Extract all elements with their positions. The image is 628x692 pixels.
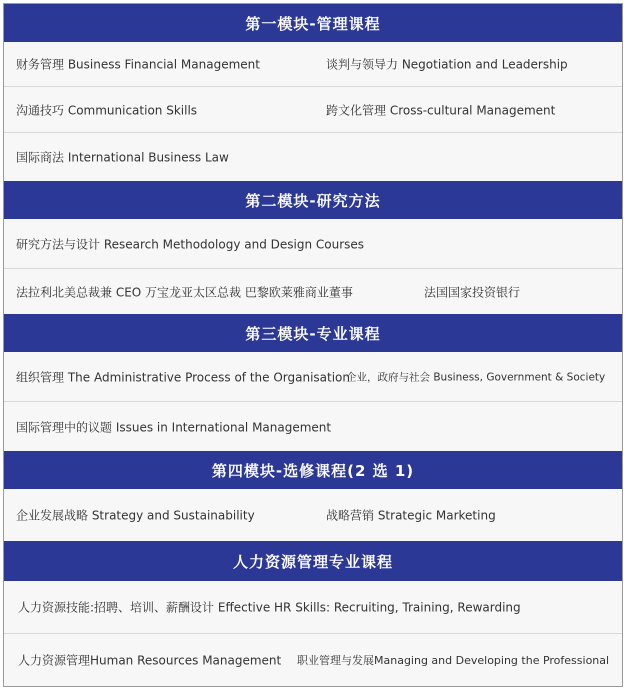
- table-row: [4, 489, 622, 541]
- table-row: [4, 219, 622, 269]
- course-cell: 沟通技巧 Communication Skills: [16, 103, 198, 117]
- module-4-header: 第四模块-选修课程(2 选 1): [4, 451, 622, 489]
- course-cell: 法国国家投资银行: [424, 285, 521, 299]
- table-row: [4, 581, 622, 634]
- module-1-header: 第一模块-管理课程: [4, 4, 622, 42]
- course-cell: 企业，政府与社会 Business, Government & Society: [346, 371, 606, 383]
- course-cell: 财务管理 Business Financial Management: [16, 57, 260, 72]
- table-row: [4, 42, 622, 87]
- course-cell: 国际管理中的议题 Issues in International Management: [16, 420, 332, 434]
- course-cell: 人力资源技能:招聘、培训、薪酬设计 Effective HR Skills: Recruiting, Training, Rewarding: [18, 600, 521, 615]
- course-cell: 人力资源管理Human Resources Management: [18, 653, 282, 668]
- course-cell: 研究方法与设计 Research Methodology and Design Courses: [16, 237, 365, 251]
- table-row: [4, 634, 622, 686]
- course-cell: 跨文化管理 Cross-cultural Management: [326, 103, 556, 117]
- course-cell: 谈判与领导力 Negotiation and Leadership: [326, 57, 568, 72]
- course-table: [3, 3, 623, 687]
- table-row: [4, 87, 622, 133]
- course-cell: 组织管理 The Administrative Process of the Organisation: [16, 370, 351, 384]
- table-row: [4, 402, 622, 451]
- table-row: [4, 133, 622, 181]
- course-cell: 战略营销 Strategic Marketing: [326, 508, 496, 523]
- module-3-header: 第三模块-专业课程: [4, 314, 622, 352]
- table-row: [4, 352, 622, 402]
- course-cell: 职业管理与发展Managing and Developing the Professional: [297, 654, 610, 667]
- table-row: [4, 269, 622, 314]
- course-cell: 企业发展战略 Strategy and Sustainability: [16, 508, 255, 523]
- course-cell: 法拉利北美总裁兼 CEO 万宝龙亚太区总裁 巴黎欧莱雅商业董事: [16, 285, 353, 299]
- module-2-header: 第二模块-研究方法: [4, 181, 622, 219]
- module-hr-header: 人力资源管理专业课程: [4, 541, 622, 581]
- course-cell: 国际商法 International Business Law: [16, 150, 229, 165]
